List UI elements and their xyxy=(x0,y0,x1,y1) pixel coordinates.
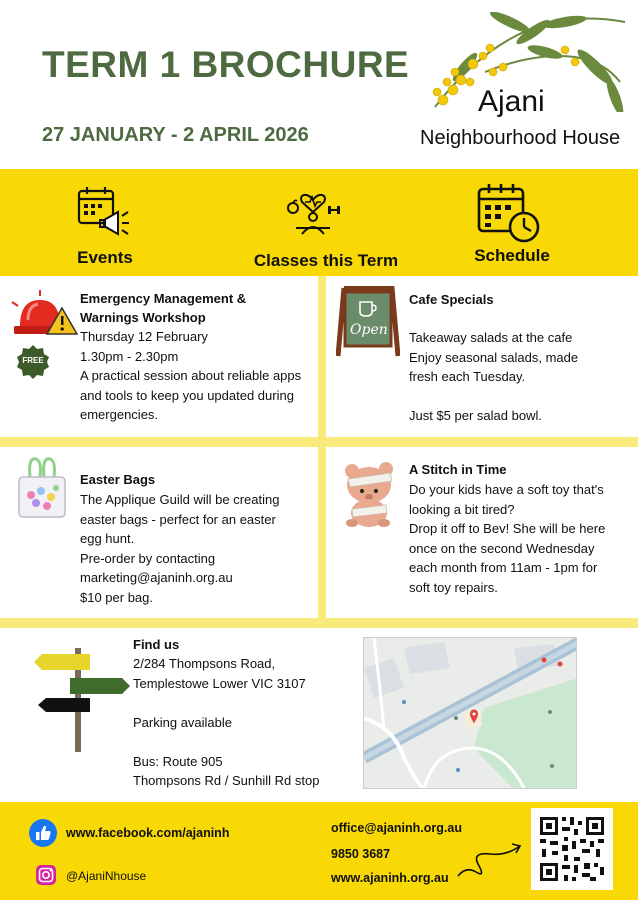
emergency-desc-line: and tools to keep you updated during xyxy=(80,387,294,403)
nav-events[interactable]: Events xyxy=(77,248,133,267)
map-graphic xyxy=(364,638,577,789)
parking-info: Parking available xyxy=(133,714,233,730)
column-divider xyxy=(318,276,326,618)
bandaged-bear-toy-icon xyxy=(338,457,402,529)
easter-email-link[interactable]: marketing@ajaninh.org.au xyxy=(80,570,233,585)
stitch-line: soft toy repairs. xyxy=(409,579,498,595)
cafe-title: Cafe Specials xyxy=(409,292,494,307)
cafe-line xyxy=(409,387,629,407)
easter-line: Pre-order by contacting xyxy=(80,550,216,566)
stitch-line: Do your kids have a soft toy that's xyxy=(409,482,604,497)
bus-route: Bus: Route 905 xyxy=(133,753,223,769)
find-us-details xyxy=(133,654,355,791)
find-us-title: Find us xyxy=(133,637,180,652)
easter-line: easter bags - perfect for an easter xyxy=(80,511,276,527)
cafe-line: Takeaway salads at the cafe xyxy=(409,330,573,345)
find-spacer xyxy=(133,693,355,713)
instagram-handle[interactable]: @AjaniNhouse xyxy=(66,869,147,883)
instagram-icon xyxy=(35,864,57,886)
address-line1: 2/284 Thompsons Road, xyxy=(133,656,276,671)
emergency-title-line1: Emergency Management & xyxy=(80,291,247,306)
location-map[interactable] xyxy=(363,637,577,789)
emergency-time: 1.30pm - 2.30pm xyxy=(80,348,179,364)
easter-title: Easter Bags xyxy=(80,472,156,487)
facebook-like-icon xyxy=(29,819,57,847)
stitch-line: looking a bit tired? xyxy=(409,501,515,517)
page-title: TERM 1 BROCHURE xyxy=(42,44,410,85)
address-line2: Templestowe Lower VIC 3107 xyxy=(133,675,306,691)
stitch-line: each month from 11am - 1pm for xyxy=(409,560,598,575)
facebook-link[interactable]: www.facebook.com/ajaninh xyxy=(66,826,230,840)
row-divider xyxy=(0,437,638,447)
stitch-line: Drop it off to Bev! She will be here xyxy=(409,521,606,536)
nav-classes[interactable]: Classes this Term xyxy=(253,251,399,270)
emergency-desc-line: A practical session about reliable apps xyxy=(80,368,302,383)
nav-schedule[interactable]: Schedule xyxy=(474,246,550,265)
easter-line: egg hunt. xyxy=(80,531,135,546)
website-link[interactable]: www.ajaninh.org.au xyxy=(331,871,449,885)
cafe-open-sign-icon xyxy=(336,286,400,358)
easter-bag-icon xyxy=(16,455,68,519)
signpost-icon xyxy=(30,644,130,754)
emergency-title-line2: Warnings Workshop xyxy=(80,310,206,325)
easter-details xyxy=(80,490,316,607)
cafe-details xyxy=(409,328,629,426)
cafe-sign-text: Open xyxy=(350,322,388,338)
events-calendar-megaphone-icon xyxy=(76,184,134,240)
wellness-heart-dumbbell-icon xyxy=(284,184,342,238)
free-badge-text: FREE xyxy=(22,356,44,365)
email-link[interactable]: office@ajaninh.org.au xyxy=(331,821,462,835)
emergency-details xyxy=(80,327,316,425)
logo-subtitle: Neighbourhood House xyxy=(420,127,621,149)
arrow-to-qr-icon xyxy=(456,836,526,880)
phone-number[interactable]: 9850 3687 xyxy=(331,847,391,861)
cafe-price: Just $5 per salad bowl. xyxy=(409,408,542,423)
schedule-calendar-clock-icon xyxy=(476,182,542,244)
easter-line: The Applique Guild will be creating xyxy=(80,492,280,507)
bus-stop: Thompsons Rd / Sunhill Rd stop xyxy=(133,773,320,788)
qr-code[interactable] xyxy=(531,808,613,890)
stitch-line: once on the second Wednesday xyxy=(409,540,595,556)
alarm-siren-warning-icon xyxy=(10,290,78,338)
easter-price: $10 per bag. xyxy=(80,589,154,605)
stitch-details xyxy=(409,480,633,597)
find-spacer xyxy=(133,732,355,752)
emergency-desc-line: emergencies. xyxy=(80,407,159,422)
qr-code-icon xyxy=(531,808,613,890)
cafe-line: fresh each Tuesday. xyxy=(409,369,526,384)
logo-name: Ajani xyxy=(478,85,545,118)
term-dates: 27 JANUARY - 2 APRIL 2026 xyxy=(42,124,309,146)
row-divider xyxy=(0,618,638,628)
emergency-date: Thursday 12 February xyxy=(80,329,208,344)
cafe-line: Enjoy seasonal salads, made xyxy=(409,349,579,365)
stitch-title: A Stitch in Time xyxy=(409,462,507,477)
